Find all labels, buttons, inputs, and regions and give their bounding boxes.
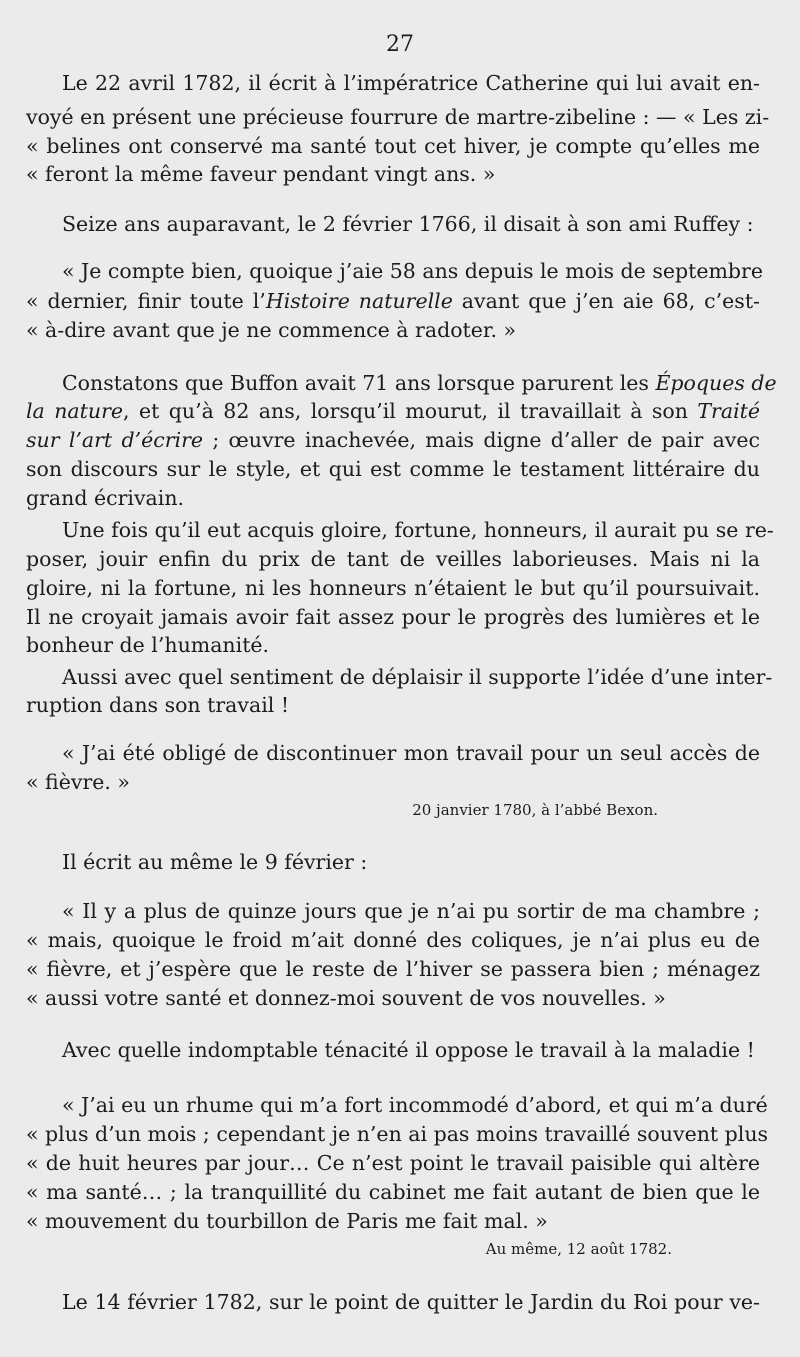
text-line: poser, jouir enfin du prix de tant de veilles laborieuses. Mais ni la xyxy=(26,547,760,571)
text-line: grand écrivain. xyxy=(26,486,185,510)
text-line: « Il y a plus de quinze jours que je n’ai pu sortir de ma chambre ; xyxy=(62,899,760,923)
text-line: sur l’art d’écrire ; œuvre inachevée, mais digne d’aller de pair avec xyxy=(26,428,760,452)
text-line: Seize ans auparavant, le 2 février 1766, il disait à son ami Ruffey : xyxy=(62,212,754,236)
text-line: « fièvre. » xyxy=(26,770,130,794)
text-line: « Je compte bien, quoique j’aie 58 ans depuis le mois de septembre xyxy=(62,259,763,283)
text-line: Le 22 avril 1782, il écrit à l’impératrice Catherine qui lui avait en- xyxy=(62,71,760,95)
text-line: « J’ai été obligé de discontinuer mon travail pour un seul accès de xyxy=(62,741,760,765)
page-number: 27 xyxy=(386,32,414,57)
text-line: « fièvre, et j’espère que le reste de l’hiver se passera bien ; ménagez xyxy=(26,957,760,981)
text-line: ruption dans son travail ! xyxy=(26,693,290,717)
text-line: son discours sur le style, et qui est comme le testament littéraire du xyxy=(26,457,760,481)
text-line: voyé en présent une précieuse fourrure de martre-zibeline : — « Les zi- xyxy=(26,105,770,129)
text-line: gloire, ni la fortune, ni les honneurs n’étaient le but qu’il poursuivait. xyxy=(26,576,760,600)
text-line: Le 14 février 1782, sur le point de quitter le Jardin du Roi pour ve- xyxy=(62,1290,760,1314)
text-line: Il ne croyait jamais avoir fait assez pour le progrès des lumières et le xyxy=(26,605,760,629)
text-line: « mouvement du tourbillon de Paris me fait mal. » xyxy=(26,1209,548,1233)
text-line: « mais, quoique le froid m’ait donné des coliques, je n’ai plus eu de xyxy=(26,928,760,952)
letter-signature: Au même, 12 août 1782. xyxy=(485,1240,672,1258)
text-line: « feront la même faveur pendant vingt ans. » xyxy=(26,162,496,186)
text-line: la nature, et qu’à 82 ans, lorsqu’il mourut, il travaillait à son Traité xyxy=(26,399,760,423)
text-line: « de huit heures par jour… Ce n’est point le travail paisible qui altère xyxy=(26,1151,760,1175)
text-line: « belines ont conservé ma santé tout cet hiver, je compte qu’elles me xyxy=(26,134,760,158)
letter-signature: 20 janvier 1780, à l’abbé Bexon. xyxy=(412,801,658,819)
text-line: Une fois qu’il eut acquis gloire, fortune, honneurs, il aurait pu se re- xyxy=(62,518,774,542)
text-line: Il écrit au même le 9 février : xyxy=(62,850,368,874)
text-line: « dernier, finir toute l’Histoire naturelle avant que j’en aie 68, c’est- xyxy=(26,289,760,313)
text-line: « à-dire avant que je ne commence à radoter. » xyxy=(26,318,517,342)
text-line: bonheur de l’humanité. xyxy=(26,633,270,657)
text-line: Aussi avec quel sentiment de déplaisir il supporte l’idée d’une inter- xyxy=(62,665,773,689)
text-line: « J’ai eu un rhume qui m’a fort incommodé d’abord, et qui m’a duré xyxy=(62,1093,768,1117)
text-line: Avec quelle indomptable ténacité il oppose le travail à la maladie ! xyxy=(62,1038,755,1062)
text-line: « plus d’un mois ; cependant je n’en ai pas moins travaillé souvent plus xyxy=(26,1122,769,1146)
text-line: « ma santé… ; la tranquillité du cabinet me fait autant de bien que le xyxy=(26,1180,760,1204)
text-line: « aussi votre santé et donnez-moi souvent de vos nouvelles. » xyxy=(26,986,666,1010)
text-line: Constatons que Buffon avait 71 ans lorsque parurent les Époques de xyxy=(62,371,777,395)
